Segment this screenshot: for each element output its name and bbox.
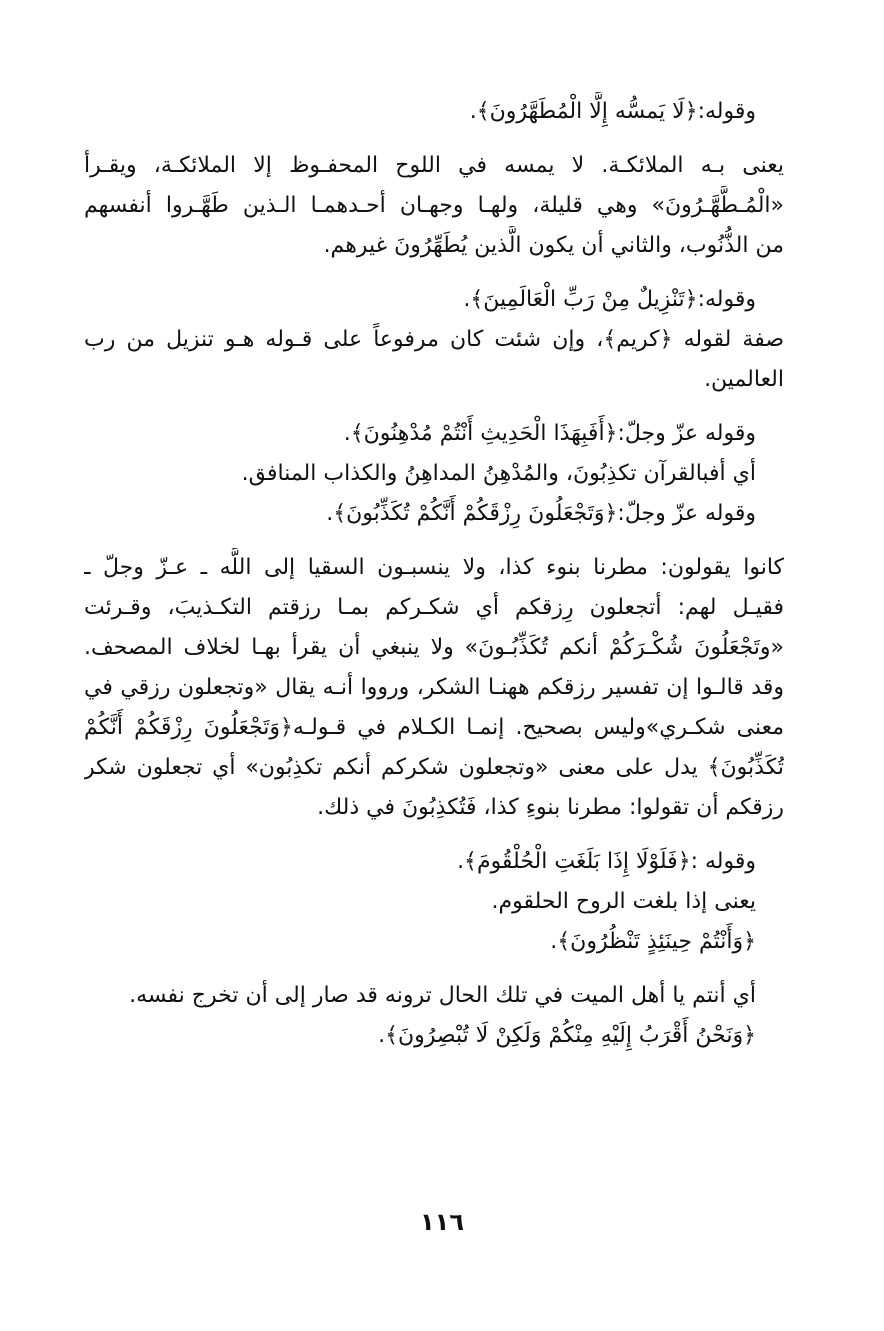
- verse-line: وقوله :﴿فَلَوْلَا إِذَا بَلَغَتِ الْحُلْقُومَ﴾.: [457, 849, 756, 874]
- commentary-line: «وتَجْعَلُونَ شُكْـرَكُمْ أنكم تُكَذِّبُـونَ» ولا ينبغي أن يقرأ بهـا لخلاف المصحف.: [84, 635, 784, 660]
- commentary-line: كانوا يقولون: مطرنا بنوء كذا، ولا ينسبـون السقيا إلى اللَّه ـ عـزّ وجلّ ـ: [84, 555, 784, 580]
- commentary-line: تُكَذِّبُونَ﴾ يدل على معنى «وتجعلون شكركم أنكم تكذِبُون» أي تجعلون شكر: [84, 755, 784, 780]
- verse-line: وقوله عزّ وجلّ:﴿أَفَبِهَذَا الْحَدِيثِ أَنْتُمْ مُدْهِنُونَ﴾.: [343, 421, 756, 446]
- commentary-line: رزقكم أن تقولوا: مطرنا بنوءِ كذا، فَتُكذِبُونَ في ذلك.: [317, 795, 784, 820]
- commentary-line: فقيـل لهم: أتجعلون رِزقكم أي شكـركم بمـا رزقتم التكـذيبَ، وقـرئت: [84, 595, 784, 620]
- commentary-line: من الذُّنُوب، والثاني أن يكون الَّذين يُطَهِّرُونَ غيرهم.: [323, 233, 784, 258]
- commentary-line: يعنى إذا بلغت الروح الحلقوم.: [491, 889, 756, 914]
- verse-line: وقوله:﴿تَنْزِيلٌ مِنْ رَبِّ الْعَالَمِينَ﴾.: [463, 287, 756, 312]
- verse-line: وقوله عزّ وجلّ:﴿وَتَجْعَلُونَ رِزْقَكُمْ أَنَّكُمْ تُكَذِّبُونَ﴾.: [326, 501, 756, 526]
- commentary-line: «الْمُـطَّهَّـرُونَ» وهي قليلة، ولهـا وجهـان أحـدهمـا الـذين طَهَّـروا أنفسهم: [84, 193, 784, 218]
- commentary-line: يعنى بـه الملائكـة. لا يمسه في اللوح المحفـوظ إلا الملائكـة، ويقـرأ: [84, 153, 784, 178]
- commentary-line: أي أفبالقرآن تكذِبُونَ، والمُدْهِنُ المداهِنُ والكذاب المنافق.: [241, 461, 756, 486]
- body-text: [84, 92, 784, 1056]
- verse-line: وقوله:﴿لَا يَمسُّه إِلَّا الْمُطَهَّرُونَ﴾.: [469, 99, 756, 124]
- verse-line: ﴿وَنَحْنُ أَقْرَبُ إِلَيْهِ مِنْكُمْ وَلَكِنْ لَا تُبْصِرُونَ﴾.: [378, 1023, 756, 1048]
- commentary-line: أي أنتم يا أهل الميت في تلك الحال ترونه قد صار إلى أن تخرج نفسه.: [129, 983, 756, 1008]
- commentary-line: وقد قالـوا إن تفسير رزقكم ههنـا الشكر، ورووا أنـه يقال «وتجعلون رزقي في: [84, 675, 784, 700]
- commentary-line: العالمين.: [704, 367, 784, 392]
- page-number: ١١٦: [420, 1208, 464, 1236]
- commentary-line: معنى شكـري»وليس بصحيح. إنمـا الكـلام في قـولـه﴿وَتَجْعَلُونَ رِزْقَكُمْ أَنَّكُمْ: [84, 715, 784, 740]
- commentary-line: صفة لقوله ﴿كريم﴾، وإن شئت كان مرفوعاً على قـوله هـو تنزيل من رب: [84, 327, 784, 352]
- verse-line: ﴿وَأَنْتُمْ حِينَئِذٍ تَنْظُرُونَ﴾.: [550, 929, 756, 954]
